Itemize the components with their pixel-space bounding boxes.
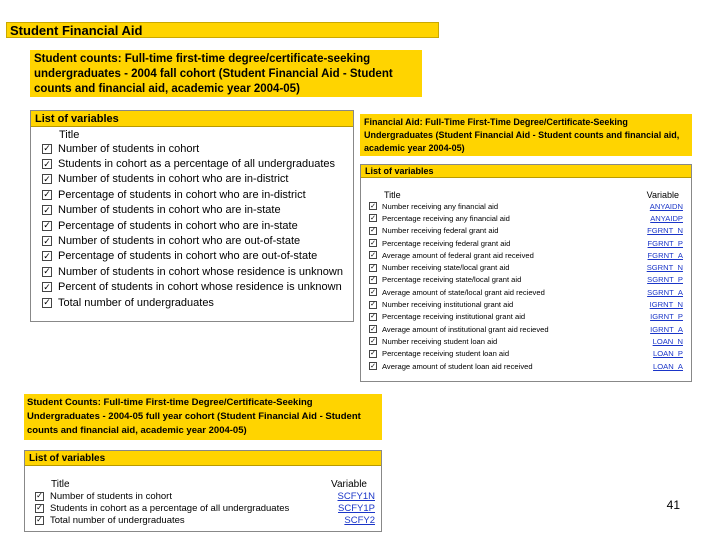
variable-label: Number receiving institutional grant aid [382, 300, 514, 310]
panel2-column-header [361, 189, 691, 200]
panel1-list-item [31, 295, 353, 310]
panel2-list-item [361, 360, 691, 372]
variable-link[interactable]: SCFY1N [337, 490, 375, 502]
panel2-list-item [361, 225, 691, 237]
variable-label: Number receiving federal grant aid [382, 226, 499, 236]
panel3-list-item [25, 502, 381, 514]
checkbox[interactable]: ✓ [36, 491, 43, 500]
page-title: Student Financial Aid [6, 22, 439, 38]
variable-label: Percentage receiving student loan aid [382, 349, 510, 359]
checkbox[interactable]: ✓ [36, 515, 43, 524]
variable-label: Number receiving any financial aid [382, 201, 499, 211]
variable-link[interactable]: IGRNT_N [649, 300, 683, 310]
panel2-rows [361, 200, 691, 372]
checkbox[interactable]: ✓ [43, 204, 51, 215]
checkbox[interactable]: ✓ [370, 251, 376, 259]
variable-link[interactable]: LOAN_P [653, 349, 683, 359]
variable-link[interactable]: FGRNT_N [647, 226, 683, 236]
panel2-list-item [361, 261, 691, 273]
variable-link[interactable]: LOAN_A [653, 361, 683, 371]
panel1-list-item [31, 203, 353, 218]
panel2-list-item [361, 286, 691, 298]
variable-link[interactable]: SCFY1P [338, 502, 375, 514]
checkbox[interactable]: ✓ [43, 281, 51, 292]
panel2-list-item [361, 212, 691, 224]
panel1-list-item [31, 156, 353, 171]
checkbox[interactable]: ✓ [43, 143, 51, 154]
panel2-list-item [361, 335, 691, 347]
checkbox[interactable]: ✓ [43, 250, 51, 261]
variable-link[interactable]: SGRNT_A [647, 287, 683, 297]
checkbox[interactable]: ✓ [370, 325, 376, 333]
panel3-variable-list [24, 450, 382, 532]
checkbox[interactable]: ✓ [370, 264, 376, 272]
variable-link[interactable]: LOAN_N [652, 336, 683, 346]
panel2-list-item [361, 348, 691, 360]
variable-label: Number receiving state/local grant aid [382, 263, 510, 273]
variable-label: Percentage of students in cohort who are out-of-state [58, 250, 318, 263]
checkbox[interactable]: ✓ [370, 214, 376, 222]
panel1-list-item [31, 172, 353, 187]
variable-link[interactable]: ANYAIDP [650, 213, 683, 223]
variable-label: Percentage receiving any financial aid [382, 213, 510, 223]
variable-link[interactable]: ANYAIDN [649, 201, 683, 211]
variable-label: Total number of undergraduates [58, 296, 214, 309]
checkbox[interactable]: ✓ [370, 362, 376, 370]
variable-label: Students in cohort as a percentage of all undergraduates [58, 158, 336, 171]
variable-label: Average amount of federal grant aid received [382, 250, 534, 260]
slide-number: 41 [666, 498, 680, 512]
panel3-rows [25, 490, 381, 526]
variable-link[interactable]: FGRNT_A [647, 250, 683, 260]
checkbox[interactable]: ✓ [43, 235, 51, 246]
variable-label: Number of students in cohort who are in-state [58, 204, 281, 217]
variable-link[interactable]: SGRNT_P [647, 275, 683, 285]
checkbox[interactable]: ✓ [370, 337, 376, 345]
panel2-column-title: Title [384, 189, 401, 200]
panel1-list-item [31, 218, 353, 233]
panel2-list-item [361, 237, 691, 249]
panel1-list-item [31, 280, 353, 295]
variable-link[interactable]: FGRNT_P [647, 238, 683, 248]
panel1-list-item [31, 264, 353, 279]
panel1-list-title: List of variables [31, 111, 353, 127]
variable-link[interactable]: SGRNT_N [646, 263, 683, 273]
checkbox[interactable]: ✓ [370, 276, 376, 284]
variable-label: Percentage receiving state/local grant aid [382, 275, 522, 285]
panel2-list-item [361, 311, 691, 323]
checkbox[interactable]: ✓ [43, 189, 51, 200]
variable-label: Number of students in cohort whose residence is unknown [58, 265, 343, 278]
checkbox[interactable]: ✓ [370, 202, 376, 210]
checkbox[interactable]: ✓ [370, 301, 376, 309]
variable-link[interactable]: SCFY2 [344, 514, 375, 526]
variable-link[interactable]: IGRNT_P [650, 312, 683, 322]
panel1-list-item [31, 249, 353, 264]
checkbox[interactable]: ✓ [370, 288, 376, 296]
variable-label: Number receiving student loan aid [382, 336, 498, 346]
panel1-list-item [31, 233, 353, 248]
panel3-list-title: List of variables [25, 451, 381, 466]
panel3-list-item [25, 514, 381, 526]
panel1-rows [31, 141, 353, 310]
variable-label: Percent of students in cohort whose residence is unknown [58, 281, 342, 294]
panel2-list-item [361, 298, 691, 310]
checkbox[interactable]: ✓ [36, 503, 43, 512]
panel2-column-variable: Variable [646, 189, 679, 200]
panel1-list-item [31, 187, 353, 202]
variable-label: Average amount of institutional grant aid recieved [382, 324, 549, 334]
panel2-variable-list [360, 164, 692, 382]
variable-label: Number of students in cohort who are in-district [58, 173, 289, 186]
variable-label: Average amount of state/local grant aid recieved [382, 287, 545, 297]
panel2-heading: Financial Aid: Full-Time First-Time Degree/Certificate-Seeking Undergraduates (Student Financial Aid - Student counts and financial aid, academic year 2004-05) [360, 114, 692, 156]
panel2-list-title: List of variables [361, 165, 691, 178]
panel1-column-header [31, 128, 353, 141]
variable-link[interactable]: IGRNT_A [650, 324, 683, 334]
variable-label: Total number of undergraduates [50, 514, 185, 526]
panel3-heading: Student Counts: Full-time First-time Degree/Certificate-Seeking Undergraduates - 2004-05 full year cohort (Student Financial Aid - Student counts and financial aid, academic year 2004-05) [24, 394, 382, 440]
variable-label: Percentage receiving institutional grant aid [382, 312, 526, 322]
panel3-list-item [25, 490, 381, 502]
panel1-column-title: Title [59, 128, 80, 141]
panel1-list-item [31, 141, 353, 156]
checkbox[interactable]: ✓ [43, 266, 51, 277]
variable-label: Number of students in cohort [50, 490, 172, 502]
checkbox[interactable]: ✓ [370, 350, 376, 358]
checkbox[interactable]: ✓ [43, 220, 51, 231]
variable-label: Percentage receiving federal grant aid [382, 238, 511, 248]
variable-label: Students in cohort as a percentage of all undergraduates [50, 502, 290, 514]
panel3-column-title: Title [51, 478, 70, 490]
panel2-list-item [361, 274, 691, 286]
checkbox[interactable]: ✓ [43, 297, 51, 308]
checkbox[interactable]: ✓ [370, 227, 376, 235]
checkbox[interactable]: ✓ [43, 158, 51, 169]
panel3-column-header [25, 478, 381, 490]
panel2-list-item [361, 200, 691, 212]
variable-label: Number of students in cohort [58, 142, 200, 155]
panel2-list-item [361, 323, 691, 335]
variable-label: Number of students in cohort who are out-of-state [58, 235, 301, 248]
panel3-column-variable: Variable [331, 478, 367, 490]
checkbox[interactable]: ✓ [370, 313, 376, 321]
panel1-heading: Student counts: Full-time first-time degree/certificate-seeking undergraduates - 2004 fall cohort (Student Financial Aid - Student counts and financial aid, academic year 2004-05) [30, 50, 422, 97]
variable-label: Percentage of students in cohort who are in-state [58, 219, 298, 232]
variable-label: Percentage of students in cohort who are in-district [58, 188, 306, 201]
panel2-list-item [361, 249, 691, 261]
panel1-variable-list [30, 110, 354, 322]
checkbox[interactable]: ✓ [370, 239, 376, 247]
variable-label: Average amount of student loan aid received [382, 361, 533, 371]
checkbox[interactable]: ✓ [43, 173, 51, 184]
